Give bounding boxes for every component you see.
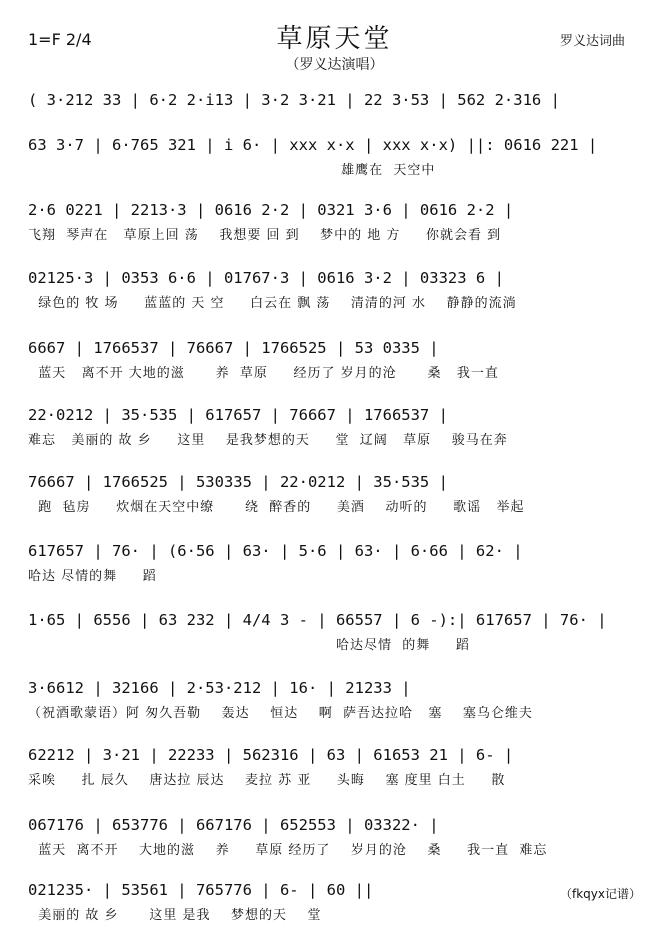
notation-line: 02125·3 | 0353 6·6 | 01767·3 | 0616 3·2 | 03323 6 | <box>28 269 504 287</box>
score-system <box>28 200 642 245</box>
lyrics-line: 难忘 美丽的 故 乡 这里 是我梦想的天 堂 辽阔 草原 骏马在奔 <box>28 433 508 448</box>
lyrics-line: 跑 毡房 炊烟在天空中缭 绕 醉香的 美酒 动听的 歌谣 举起 <box>28 500 525 515</box>
lyrics-line: （祝酒歌蒙语）阿 匆久吾勒 轰达 恒达 啊 萨吾达拉哈 塞 塞乌仑维夫 <box>28 706 533 721</box>
lyrics-line: 飞翔 琴声在 草原上回 荡 我想要 回 到 梦中的 地 方 你就会看 到 <box>28 228 502 243</box>
notation-line: 617657 | 76· | (6·56 | 63· | 5·6 | 63· | 6·66 | 62· | <box>28 542 523 560</box>
performer-note: （罗义达演唱） <box>285 57 384 73</box>
transcriber-note: （fkqyx记谱） <box>560 887 641 901</box>
notation-line: 3·6612 | 32166 | 2·53·212 | 16· | 21233 | <box>28 679 411 697</box>
score-system <box>28 472 642 517</box>
notation-line: 76667 | 1766525 | 530335 | 22·0212 | 35·535 | <box>28 473 448 491</box>
lyrics-line: 蓝天 离不开 大地的滋 养 草原 经历了 岁月的沧 桑 我一直 难忘 <box>28 843 548 858</box>
score-system <box>28 338 642 383</box>
score-system <box>28 745 642 790</box>
score-system <box>28 880 642 925</box>
score-system <box>28 405 642 450</box>
score-system <box>28 90 642 135</box>
score-system <box>28 678 642 723</box>
score-system <box>28 541 642 586</box>
notation-line: 067176 | 653776 | 667176 | 652553 | 03322· | <box>28 816 439 834</box>
notation-line: 021235· | 53561 | 765776 | 6- | 60 || <box>28 881 374 899</box>
lyrics-line: 采唉 扎 辰久 唐达拉 辰达 麦拉 苏 亚 头晦 塞 度里 白土 散 <box>28 773 506 788</box>
score-system <box>28 135 642 180</box>
notation-line: 6667 | 1766537 | 76667 | 1766525 | 53 0335 | <box>28 339 439 357</box>
score-system <box>28 610 642 655</box>
lyrics-line: 哈达 尽情的舞 蹈 <box>28 569 157 584</box>
lyrics-line <box>28 117 642 135</box>
song-title: 草原天堂 <box>276 24 393 54</box>
score-system <box>28 815 642 860</box>
score-system <box>28 268 642 313</box>
lyrics-line: 蓝天 离不开 大地的滋 养 草原 经历了 岁月的沧 桑 我一直 <box>28 366 499 381</box>
notation-line: 1·65 | 6556 | 63 232 | 4/4 3 - | 66557 | 6 -):| 617657 | 76· | <box>28 611 607 629</box>
lyrics-line: 美丽的 故 乡 这里 是我 梦想的天 堂 <box>28 908 322 923</box>
lyrics-line: 绿色的 牧 场 蓝蓝的 天 空 白云在 飘 荡 清清的河 水 静静的流淌 <box>28 296 517 311</box>
notation-line: 63 3·7 | 6·765 321 | i 6· | xxx x·x | xxx x·x) ||: 0616 221 | <box>28 136 598 154</box>
key-signature: 1=F 2/4 <box>28 30 92 49</box>
notation-line: ( 3·212 33 | 6·2 2·i13 | 3·2 3·21 | 22 3·53 | 562 2·316 | <box>28 91 560 109</box>
notation-line: 62212 | 3·21 | 22233 | 562316 | 63 | 61653 21 | 6- | <box>28 746 514 764</box>
composer-credit: 罗义达词曲 <box>559 34 625 49</box>
notation-line: 22·0212 | 35·535 | 617657 | 76667 | 1766537 | <box>28 406 448 424</box>
lyrics-line: 哈达尽情 的舞 蹈 <box>28 638 470 653</box>
lyrics-line: 雄鹰在 天空中 <box>28 163 436 178</box>
notation-line: 2·6 0221 | 2213·3 | 0616 2·2 | 0321 3·6 | 0616 2·2 | <box>28 201 514 219</box>
